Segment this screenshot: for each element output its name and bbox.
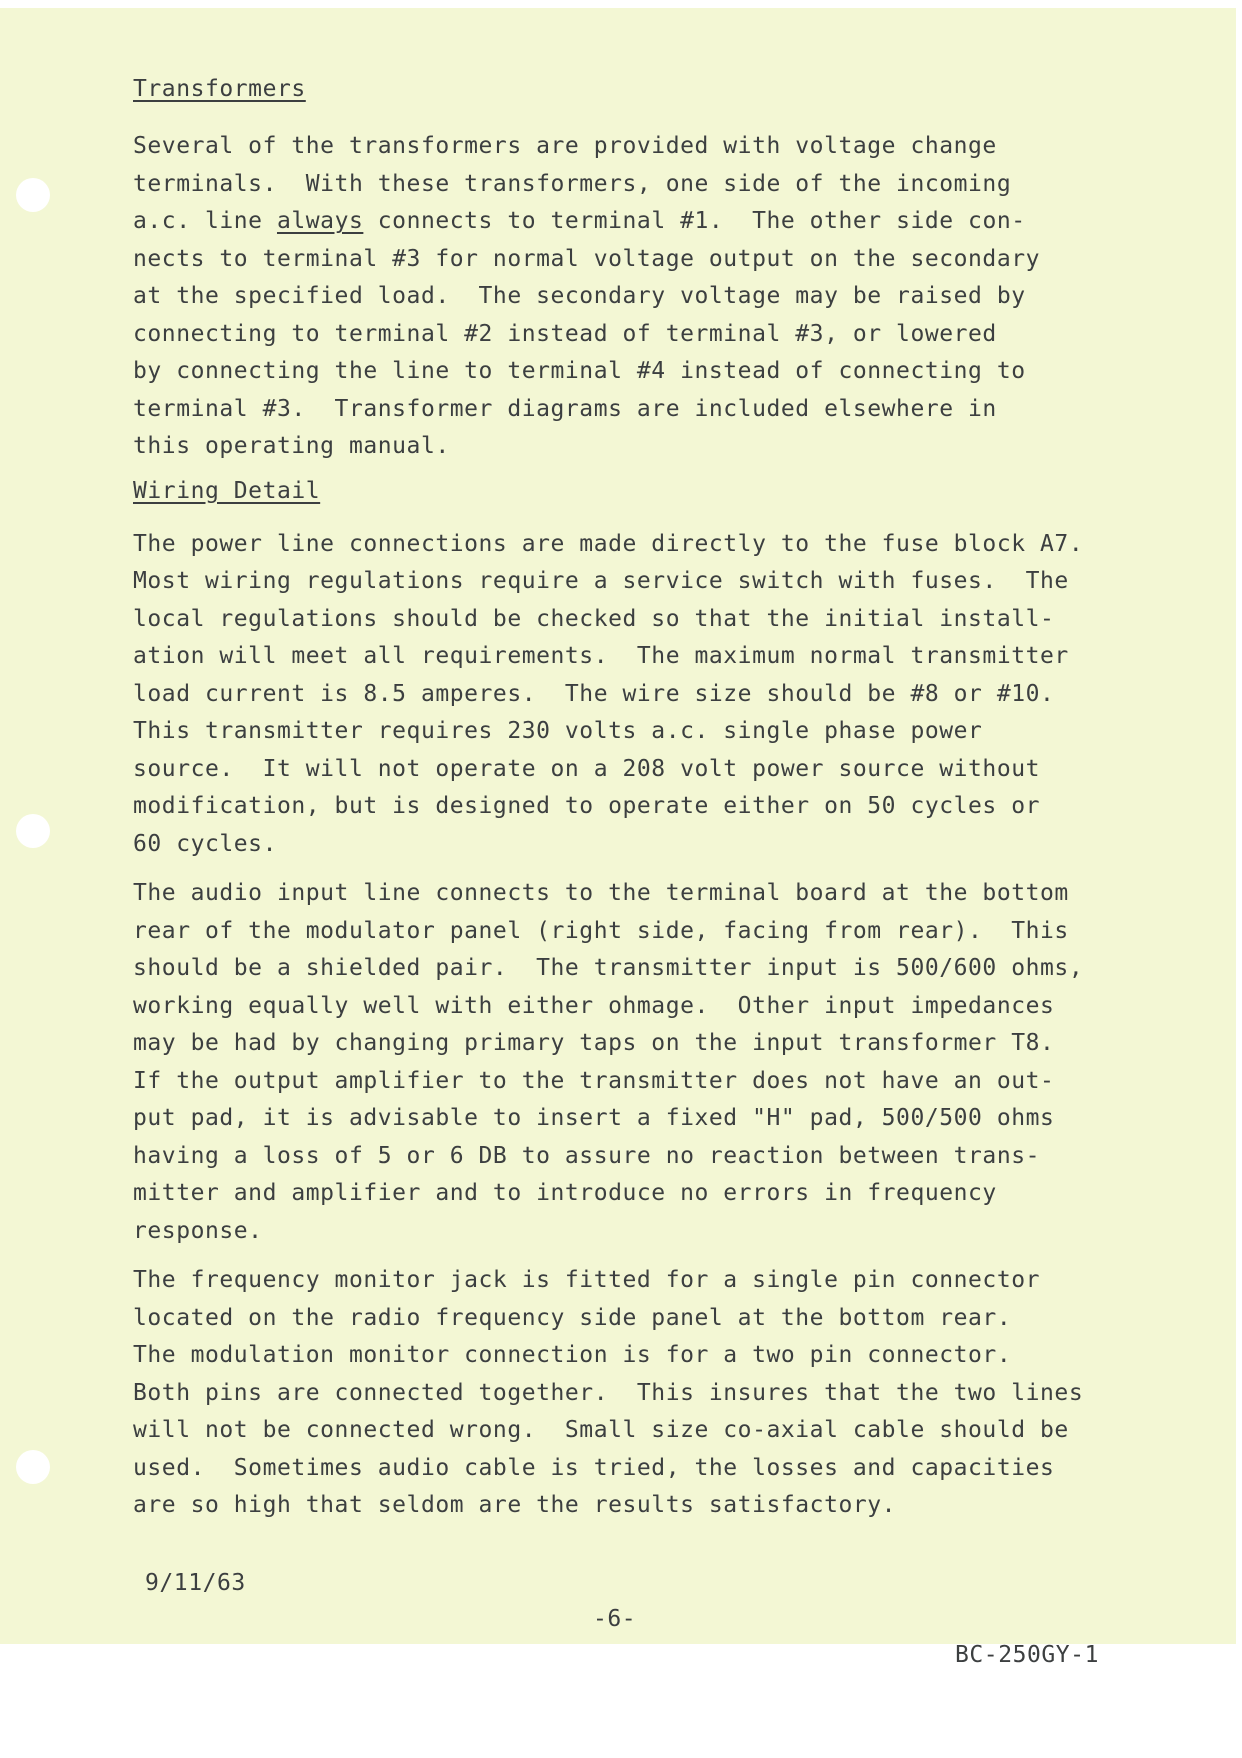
punch-hole [16, 814, 50, 848]
text-line: this operating manual. [133, 433, 450, 459]
heading-transformers: Transformers [133, 76, 306, 102]
text-line: ation will meet all requirements. The maximum normal transmitter [133, 643, 1069, 669]
text-line: terminals. With these transformers, one side of the incoming [133, 170, 1012, 197]
text-line: working equally well with either ohmage. Other input impedances [133, 992, 1055, 1019]
text-line: Both pins are connected together. This insures that the two lines [133, 1379, 1084, 1406]
text-line: rear of the modulator panel (right side, facing from rear). This [133, 917, 1069, 944]
text-line: may be had by changing primary taps on the input transformer T8. [133, 1030, 1055, 1056]
text-line: will not be connected wrong. Small size co-axial cable should be [133, 1417, 1069, 1443]
text-line: terminal #3. Transformer diagrams are included elsewhere in [133, 395, 997, 422]
text-line: local regulations should be checked so that the initial install- [133, 605, 1055, 632]
punch-hole [16, 178, 50, 212]
paragraph-transformers [133, 128, 1173, 466]
text-line: mitter and amplifier and to introduce no errors in frequency [133, 1180, 997, 1206]
text-line: load current is 8.5 amperes. The wire size should be #8 or #10. [133, 680, 1055, 707]
text-line: put pad, it is advisable to insert a fixed "H" pad, 500/500 ohms [133, 1105, 1055, 1131]
text-line: If the output amplifier to the transmitter does not have an out- [133, 1067, 1055, 1094]
paragraph-audio-input [133, 875, 1173, 1250]
text-span: connects to terminal #1. The other side con- [363, 208, 1026, 234]
text-line: should be a shielded pair. The transmitter input is 500/600 ohms, [133, 955, 1084, 981]
text-line: nects to terminal #3 for normal voltage output on the secondary [133, 245, 1041, 272]
text-line: source. It will not operate on a 208 volt power source without [133, 755, 1041, 782]
punch-hole [16, 1450, 50, 1484]
text-line: used. Sometimes audio cable is tried, the losses and capacities [133, 1454, 1055, 1481]
text-line: having a loss of 5 or 6 DB to assure no reaction between trans- [133, 1142, 1041, 1169]
underlined-word: always [276, 208, 364, 234]
page-text [133, 74, 1173, 1668]
paragraph-frequency-monitor [133, 1262, 1173, 1525]
text-line: response. [133, 1217, 263, 1244]
text-line: The audio input line connects to the terminal board at the bottom [133, 880, 1069, 906]
heading-wiring-detail: Wiring Detail [133, 477, 321, 504]
document-code: BC-250GY-1 [955, 1641, 1099, 1668]
text-line: This transmitter requires 230 volts a.c. single phase power [133, 718, 983, 744]
text-line: located on the radio frequency side panel at the bottom rear. [133, 1304, 1012, 1331]
text-line: The modulation monitor connection is for a two pin connector. [133, 1342, 1012, 1368]
text-line: by connecting the line to terminal #4 instead of connecting to [133, 358, 1026, 384]
text-line [133, 203, 1173, 241]
text-line: 60 cycles. [133, 830, 277, 857]
text-line: Most wiring regulations require a service switch with fuses. The [133, 568, 1069, 594]
text-line: connecting to terminal #2 instead of terminal #3, or lowered [133, 320, 997, 347]
page-footer [133, 1529, 1173, 1668]
text-line: are so high that seldom are the results satisfactory. [133, 1492, 897, 1518]
text-line: modification, but is designed to operate either on 50 cycles or [133, 793, 1041, 819]
paragraph-power-line [133, 526, 1173, 864]
text-line: The frequency monitor jack is fitted for a single pin connector [133, 1267, 1041, 1293]
text-line: The power line connections are made directly to the fuse block A7. [133, 530, 1084, 557]
text-line: at the specified load. The secondary voltage may be raised by [133, 283, 1026, 309]
page-number: -6- [593, 1605, 637, 1632]
text-span: a.c. line [133, 208, 277, 234]
footer-date: 9/11/63 [145, 1569, 246, 1596]
text-line: Several of the transformers are provided with voltage change [133, 133, 997, 159]
